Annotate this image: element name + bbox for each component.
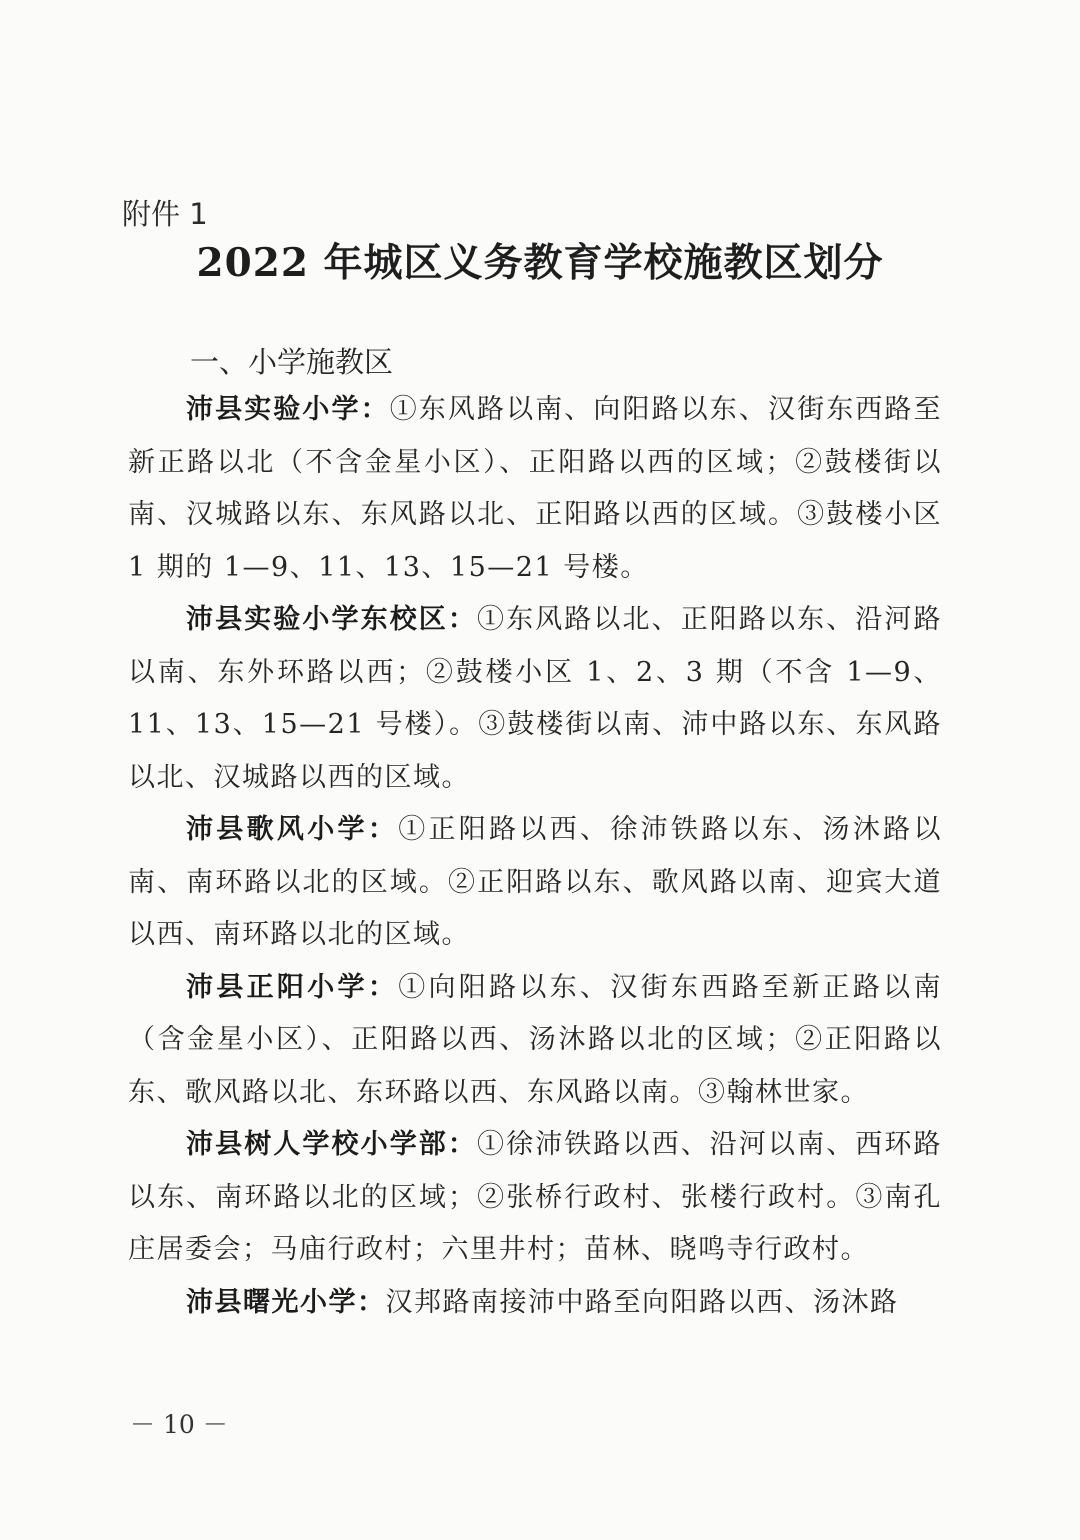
district-text: ①正阳路以西、徐沛铁路以东、汤沐路以南、南环路以北的区域。②正阳路以东、歌风路以南、迎宾大道以西、南环路以北的区域。	[128, 814, 942, 950]
attachment-label: 附件 1	[122, 197, 208, 231]
paragraph-shuguang	[128, 1277, 942, 1330]
paragraph-zhengyang	[128, 962, 942, 1120]
school-name: 沛县树人学校小学部：	[186, 1129, 477, 1160]
school-name: 沛县实验小学：	[186, 394, 390, 425]
paragraph-shiyan-east	[128, 594, 942, 804]
school-name: 沛县正阳小学：	[186, 971, 399, 1003]
school-name: 沛县实验小学东校区：	[186, 604, 477, 635]
paragraph-shiyan	[128, 384, 942, 594]
district-text: ①徐沛铁路以西、沿河以南、西环路以东、南环路以北的区域；②张桥行政村、张楼行政村。③南孔庄居委会；马庙行政村；六里井村；苗林、晓鸣寺行政村。	[128, 1129, 942, 1265]
district-text: ①东风路以北、正阳路以东、沿河路以南、东外环路以西；②鼓楼小区 1、2、3 期（不含 1—9、11、13、15—21 号楼）。③鼓楼街以南、沛中路以东、东风路以北、汉城路以西的区域。	[128, 604, 942, 793]
district-text: ①东风路以南、向阳路以东、汉街东西路至新正路以北（不含金星小区）、正阳路以西的区域；②鼓楼街以南、汉城路以东、东风路以北、正阳路以西的区域。③鼓楼小区 1 期的 1—9、11、13、15—21 号楼。	[128, 394, 943, 583]
page-number: － 10 －	[130, 1410, 228, 1439]
section-heading: 一、小学施教区	[190, 345, 394, 379]
district-text: ①向阳路以东、汉街东西路至新正路以南（含金星小区）、正阳路以西、汤沐路以北的区域；②正阳路以东、歌风路以北、东环路以西、东风路以南。③翰林世家。	[128, 971, 942, 1108]
document-body	[128, 384, 942, 1329]
paragraph-shuren	[128, 1119, 942, 1277]
district-text: 汉邦路南接沛中路至向阳路以西、汤沐路	[385, 1286, 899, 1318]
document-title: 2022 年城区义务教育学校施教区划分	[196, 240, 884, 286]
paragraph-gefeng	[128, 804, 942, 962]
school-name: 沛县歌风小学：	[186, 814, 399, 845]
school-name: 沛县曙光小学：	[186, 1286, 386, 1318]
